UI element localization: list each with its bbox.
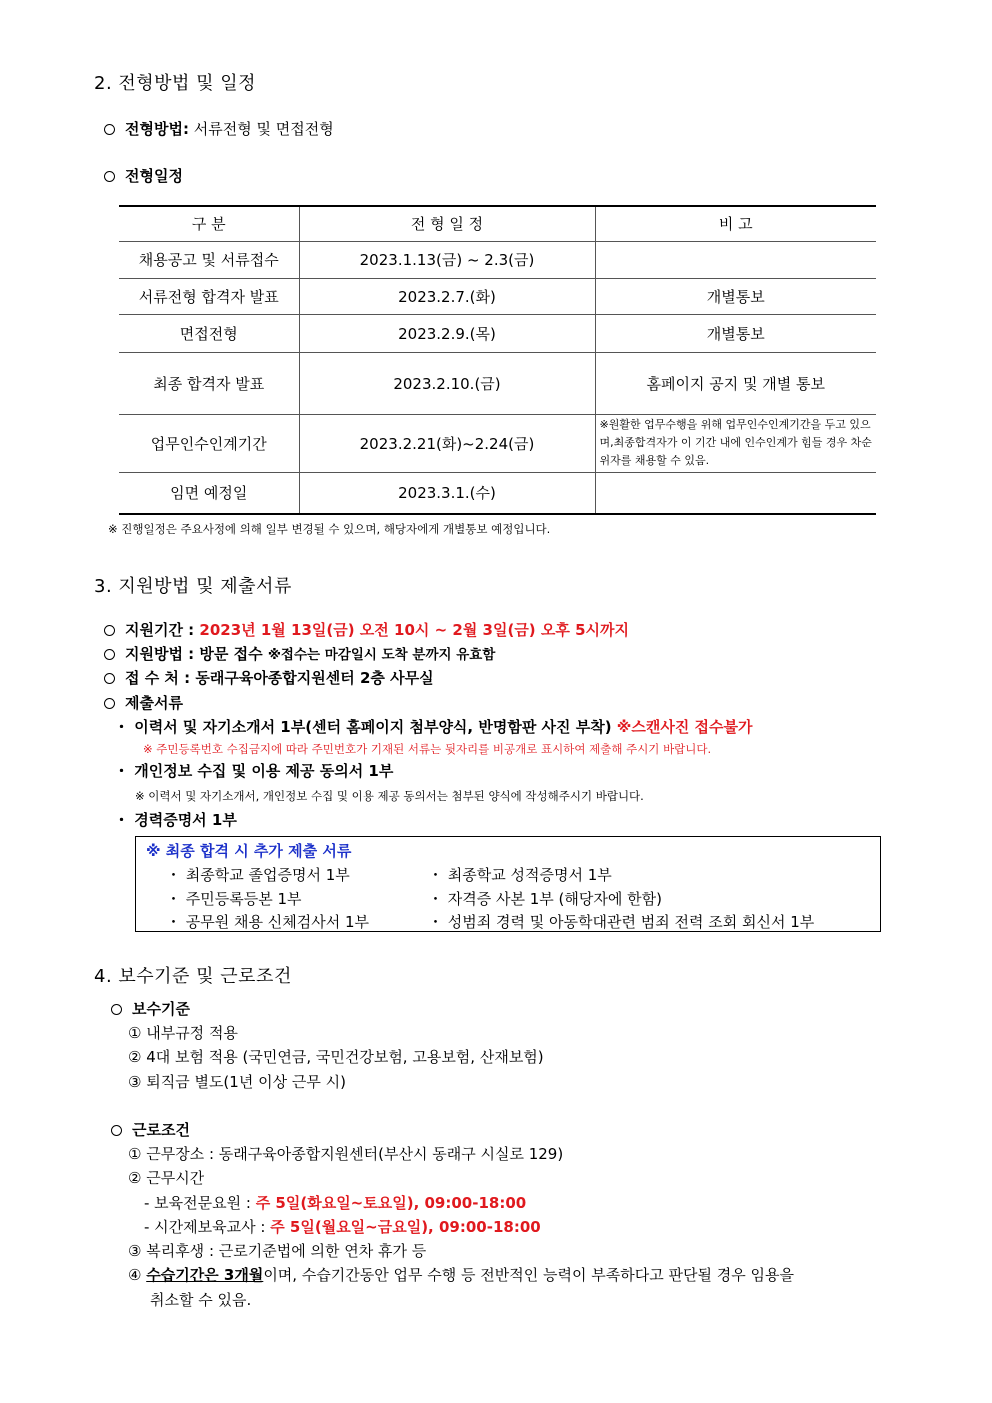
probation-rest: 이며, 수습기간동안 업무 수행 등 전반적인 능력이 부족하다고 판단될 경우 임용을: [263, 1266, 794, 1284]
table-row: [119, 414, 876, 472]
work-hours: ② 근무시간: [128, 1169, 205, 1187]
table-cell: 2023.3.1.(수): [299, 472, 595, 514]
table-cell: 최종 합격자 발표: [119, 352, 299, 414]
table-cell: 2023.2.7.(화): [299, 278, 595, 314]
circle-bullet-icon: [111, 1125, 122, 1136]
list-item: ・ 자격증 사본 1부 (해당자에 한함): [428, 890, 662, 908]
table-cell: 2023.2.21(화)~2.24(금): [299, 414, 595, 472]
hours-specialist-label: - 보육전문요원 :: [144, 1194, 256, 1212]
schedule-note: ※ 진행일정은 주요사정에 의해 일부 변경될 수 있으며, 해당자에게 개별통보 예정입니다.: [108, 522, 551, 536]
conditions-label: [111, 1119, 190, 1140]
hours-parttime: [144, 1216, 541, 1237]
form-note: ※ 이력서 및 자기소개서, 개인정보 수집 및 이용 제공 동의서는 첨부된 양식에 작성해주시기 바랍니다.: [135, 789, 644, 803]
table-cell: 홈페이지 공지 및 개별 통보: [595, 352, 876, 414]
hours-parttime-label: - 시간제보육교사 :: [144, 1218, 271, 1236]
table-cell: 업무인수인계기간: [119, 414, 299, 472]
table-header: 비 고: [595, 206, 876, 241]
schedule-table: [119, 205, 876, 515]
section-3-title: 3. 지원방법 및 제출서류: [94, 576, 292, 597]
table-cell: 면접전형: [119, 314, 299, 352]
table-cell: [595, 241, 876, 278]
document-career: ・ 경력증명서 1부: [114, 811, 237, 829]
table-cell: 2023.2.9.(목): [299, 314, 595, 352]
probation-prefix: ④: [128, 1266, 147, 1284]
table-row: [119, 314, 876, 352]
table-row: [119, 352, 876, 414]
probation-line2: 취소할 수 있음.: [150, 1291, 252, 1309]
table-header: 구 분: [119, 206, 299, 241]
circle-bullet-icon: [104, 698, 115, 709]
pay-label-text: 보수기준: [132, 1000, 190, 1018]
additional-documents-title: ※ 최종 합격 시 추가 제출 서류: [146, 842, 352, 860]
circle-bullet-icon: [104, 171, 115, 182]
application-method: [104, 643, 495, 664]
table-cell: [595, 472, 876, 514]
resident-number-note: ※ 주민등록번호 수집금지에 따라 주민번호가 기재된 서류는 뒷자리를 비공개로 표시하여 제출해 주시기 바랍니다.: [143, 742, 712, 756]
schedule-label-text: 전형일정: [125, 167, 183, 185]
table-cell: 2023.1.13(금) ~ 2.3(금): [299, 241, 595, 278]
benefits: ③ 복리후생 : 근로기준법에 의한 연차 휴가 등: [128, 1242, 427, 1260]
list-item: ・ 최종학교 졸업증명서 1부: [166, 866, 350, 884]
table-header: 전 형 일 정: [299, 206, 595, 241]
table-row: [119, 278, 876, 314]
documents-label: [104, 692, 183, 713]
list-item: ・ 공무원 채용 신체검사서 1부: [166, 913, 370, 931]
work-place: ① 근무장소 : 동래구육아종합지원센터(부산시 동래구 시실로 129): [128, 1145, 564, 1163]
selection-method: [104, 118, 334, 139]
application-place: [104, 667, 434, 688]
document-resume-text: ・ 이력서 및 자기소개서 1부(센터 홈페이지 첨부양식, 반명함판 사진 부착): [114, 718, 617, 736]
circle-bullet-icon: [104, 649, 115, 660]
pay-item: ② 4대 보험 적용 (국민연금, 국민건강보험, 고용보험, 산재보험): [128, 1048, 544, 1066]
table-cell-note: ※원활한 업무수행을 위해 업무인수인계기간을 두고 있으며,최종합격자가 이 기간 내에 인수인계가 힘들 경우 차순위자를 채용할 수 있음.: [595, 414, 876, 472]
circle-bullet-icon: [104, 625, 115, 636]
table-cell: 2023.2.10.(금): [299, 352, 595, 414]
conditions-label-text: 근로조건: [132, 1121, 190, 1139]
section-2-title: 2. 전형방법 및 일정: [94, 73, 257, 94]
method-label: 지원방법 : 방문 접수: [125, 645, 268, 663]
probation-period: 수습기간은 3개월: [146, 1266, 264, 1284]
hours-specialist: [144, 1192, 526, 1213]
table-row: [119, 241, 876, 278]
period-label: 지원기간 :: [125, 621, 200, 639]
document-consent: ・ 개인정보 수집 및 이용 제공 동의서 1부: [114, 762, 394, 780]
documents-label-text: 제출서류: [125, 694, 183, 712]
pay-label: [111, 998, 190, 1019]
selection-method-value: 서류전형 및 면접전형: [188, 120, 334, 138]
scan-warning: ※스캔사진 접수불가: [616, 718, 753, 736]
table-header-row: [119, 206, 876, 241]
table-row: [119, 472, 876, 514]
circle-bullet-icon: [104, 124, 115, 135]
table-cell: 서류전형 합격자 발표: [119, 278, 299, 314]
application-period: [104, 619, 629, 640]
place-label: 접 수 처 : 동래구육아종합지원센터 2층 사무실: [125, 669, 434, 687]
circle-bullet-icon: [104, 673, 115, 684]
list-item: ・ 주민등록등본 1부: [166, 890, 302, 908]
selection-schedule-label: [104, 165, 183, 186]
selection-method-label: 전형방법:: [125, 120, 189, 138]
hours-specialist-value: 주 5일(화요일~토요일), 09:00-18:00: [255, 1194, 527, 1212]
list-item: ・ 성범죄 경력 및 아동학대관련 범죄 전력 조회 회신서 1부: [428, 913, 815, 931]
probation: [128, 1264, 794, 1285]
document-resume: [114, 716, 753, 737]
pay-item: ③ 퇴직금 별도(1년 이상 근무 시): [128, 1073, 346, 1091]
table-cell: 임면 예정일: [119, 472, 299, 514]
table-cell: 개별통보: [595, 278, 876, 314]
list-item: ・ 최종학교 성적증명서 1부: [428, 866, 612, 884]
table-cell: 개별통보: [595, 314, 876, 352]
section-4-title: 4. 보수기준 및 근로조건: [94, 966, 292, 987]
table-cell: 채용공고 및 서류접수: [119, 241, 299, 278]
method-note: ※접수는 마감일시 도착 분까지 유효함: [267, 647, 496, 663]
hours-parttime-value: 주 5일(월요일~금요일), 09:00-18:00: [270, 1218, 541, 1236]
circle-bullet-icon: [111, 1004, 122, 1015]
period-value: 2023년 1월 13일(금) 오전 10시 ~ 2월 3일(금) 오후 5시까지: [199, 621, 629, 639]
pay-item: ① 내부규정 적용: [128, 1024, 238, 1042]
